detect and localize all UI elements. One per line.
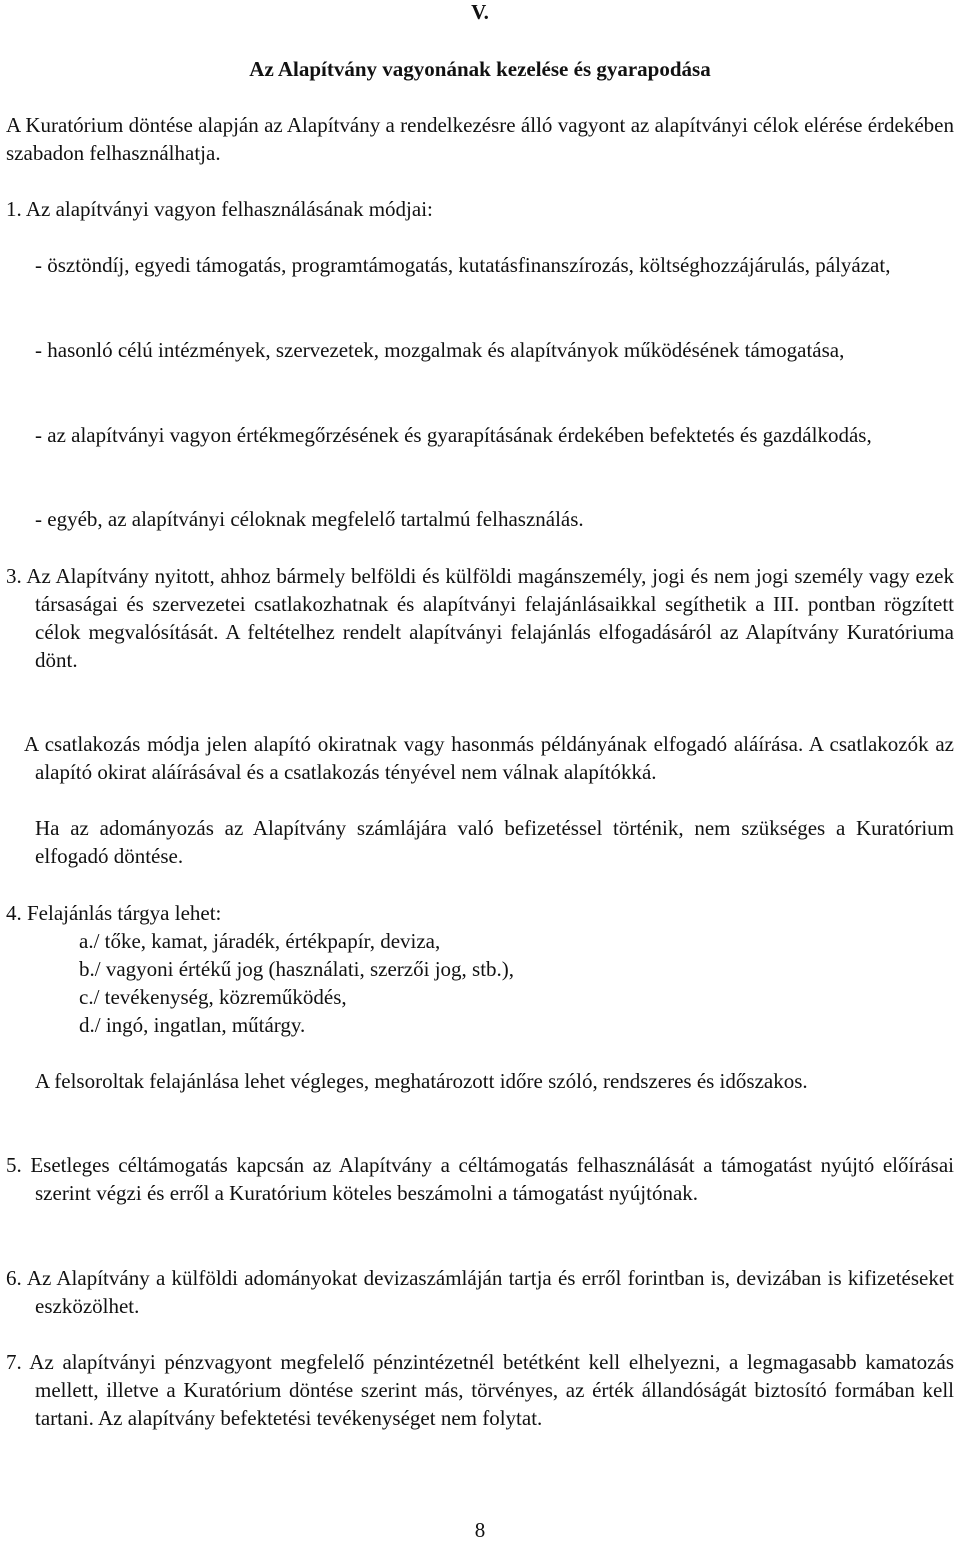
point-1-item: - az alapítványi vagyon értékmegőrzésének és gyarapításának érdekében befektetés és gazdálkodás, [35, 423, 872, 447]
point-4-heading: 4. Felajánlás tárgya lehet: [6, 901, 222, 925]
point-4-item: d./ ingó, ingatlan, műtárgy. [79, 1013, 306, 1037]
point-6-paragraph: 6. Az Alapítvány a külföldi adományokat devizaszámláján tartja és erről forintban is, devizában is kifizetéseket eszközölhet. [6, 1266, 954, 1318]
point-5-paragraph: 5. Esetleges céltámogatás kapcsán az Alapítvány a céltámogatás felhasználását a támogatást nyújtó előírásai szerint végzi és erről a Kuratórium köteles beszámolni a támogatást nyújtónak. [6, 1153, 954, 1205]
point-1-item: - egyéb, az alapítványi céloknak megfelelő tartalmú felhasználás. [35, 507, 584, 531]
point-4-item: a./ tőke, kamat, járadék, értékpapír, deviza, [79, 929, 441, 953]
point-7-paragraph: 7. Az alapítványi pénzvagyont megfelelő pénzintézetnél betétként kell elhelyezni, a legmagasabb kamatozás mellett, illetve a Kuratórium döntése szerint más, törvényes, az érték állandóságát biztosító formában kell tartani. Az alapítvány befektetési tevékenységet nem folytat. [6, 1350, 954, 1430]
point-4-item: c./ tevékenység, közreműködés, [79, 985, 347, 1009]
point-1-item: - hasonló célú intézmények, szervezetek, mozgalmak és alapítványok működésének támogatása, [35, 338, 845, 362]
point-4-list [79, 927, 879, 1039]
point-3-joining: A csatlakozás módja jelen alapító okiratnak vagy hasonmás példányának elfogadó aláírása. A csatlakozók az alapító okirat aláírásával és a csatlakozás tényével nem válnak alapítókká. [24, 732, 954, 784]
point-4-note: A felsoroltak felajánlása lehet végleges, meghatározott időre szóló, rendszeres és időszakos. [35, 1069, 808, 1093]
section-numeral: V. [471, 0, 489, 24]
section-title: Az Alapítvány vagyonának kezelése és gyarapodása [249, 57, 711, 81]
point-3-donation: Ha az adományozás az Alapítvány számlájára való befizetéssel történik, nem szükséges a Kuratórium elfogadó döntése. [35, 816, 954, 868]
point-4-item: b./ vagyoni értékű jog (használati, szerzői jog, stb.), [79, 957, 515, 981]
point-1-item: - ösztöndíj, egyedi támogatás, programtámogatás, kutatásfinanszírozás, költséghozzájárulás, pályázat, [35, 253, 891, 277]
intro-paragraph: A Kuratórium döntése alapján az Alapítvány a rendelkezésre álló vagyont az alapítványi célok elérése érdekében szabadon felhasználhatja. [6, 113, 954, 165]
page-number: 8 [474, 1518, 486, 1542]
point-3-paragraph: 3. Az Alapítvány nyitott, ahhoz bármely belföldi és külföldi magánszemély, jogi és nem jogi személy vagy ezek társaságai és szervezetei csatlakozhatnak és alapítványi felajánlásaikkal segíthetik a III. pontban rögzített célok megvalósítását. A feltételhez rendelt alapítványi felajánlás elfogadásáról az Alapítvány Kuratóriuma dönt. [6, 564, 954, 672]
point-1-heading: 1. Az alapítványi vagyon felhasználásának módjai: [6, 197, 433, 221]
